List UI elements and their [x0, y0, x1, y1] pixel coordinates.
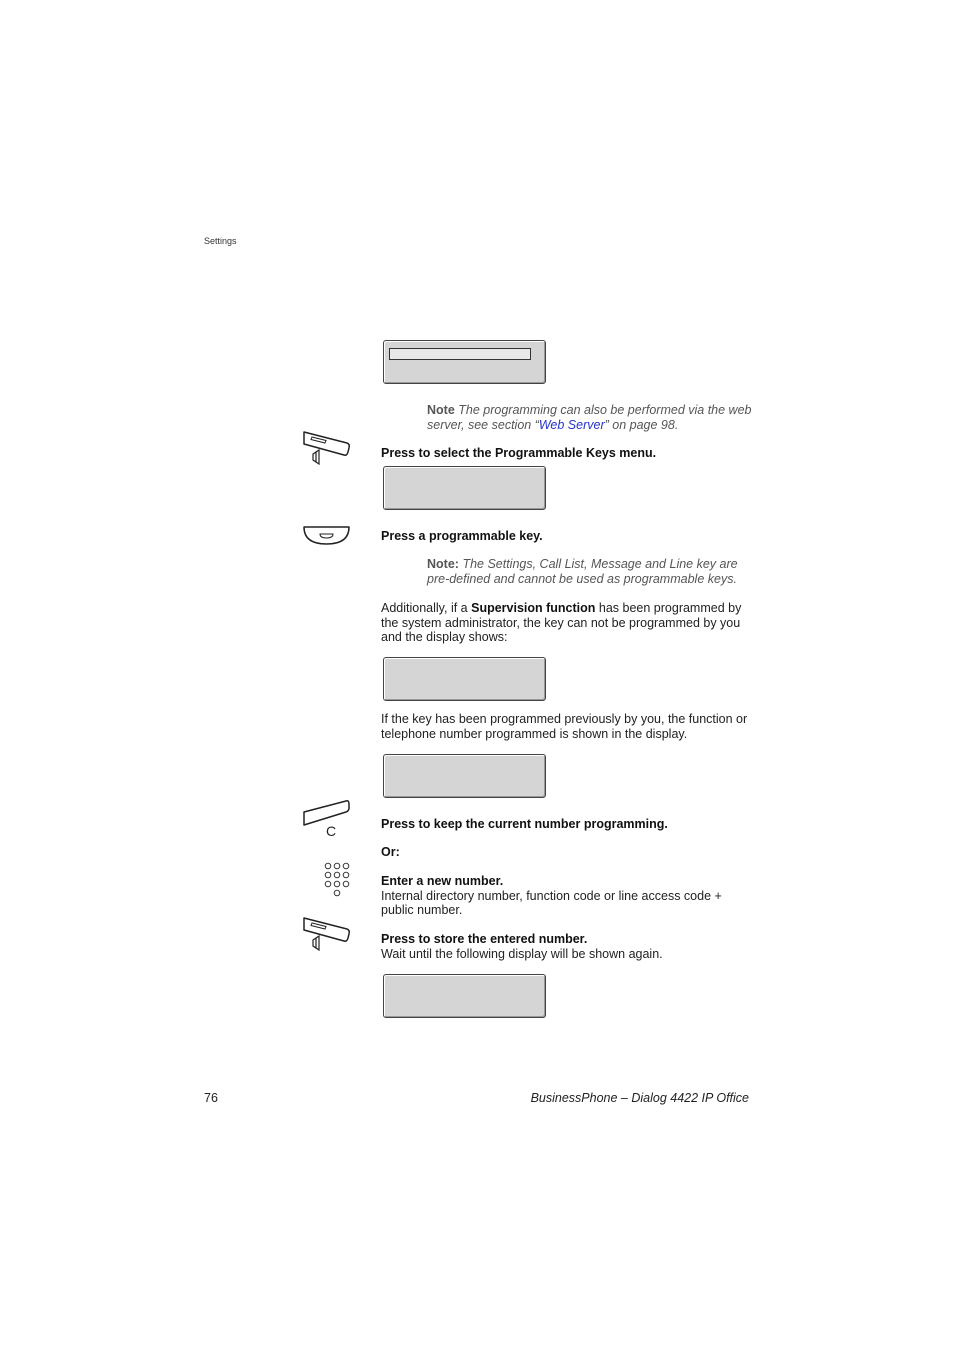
display-screen-2 — [383, 466, 546, 510]
step-store-detail: Wait until the following display will be shown again. — [381, 946, 663, 961]
softkey-speaker-icon — [300, 914, 352, 952]
step-keep-current-number: Press to keep the current number programming. — [381, 817, 668, 831]
note-label: Note: — [427, 557, 459, 571]
supervision-text-before: Additionally, if a — [381, 601, 472, 615]
keypad-icon — [324, 862, 352, 898]
programmable-key-icon — [302, 524, 352, 548]
display-screen-1 — [383, 340, 546, 384]
note-text-after: ” on page 98. — [604, 417, 679, 432]
supervision-paragraph — [381, 601, 749, 645]
step-store-entered-number — [381, 932, 751, 961]
document-title: BusinessPhone – Dialog 4422 IP Office — [530, 1091, 749, 1105]
note-web-server — [427, 403, 757, 432]
step-enter-new-number-detail: Internal directory number, function code or line access code + public number. — [381, 888, 722, 917]
previous-programming-paragraph: If the key has been programmed previously by you, the function or telephone number programmed is shown in the display. — [381, 712, 748, 741]
clear-key-label: C — [326, 823, 337, 839]
note-text-before: The programming can also be performed via the web server, see section “ — [427, 403, 752, 432]
step-store-title: Press to store the entered number. — [381, 932, 588, 946]
step-enter-new-number-title: Enter a new number. — [381, 874, 504, 888]
step-select-programmable-keys: Press to select the Programmable Keys menu. — [381, 446, 657, 460]
display-screen-3 — [383, 657, 546, 701]
softkey-speaker-icon — [300, 428, 352, 466]
step-press-programmable-key: Press a programmable key. — [381, 529, 543, 543]
or-label: Or: — [381, 845, 400, 859]
supervision-text-after: has been programmed by the system administrator, the key can not be programmed by you and the display shows: — [381, 601, 742, 644]
display-highlight-bar — [389, 348, 531, 360]
display-screen-5 — [383, 974, 546, 1018]
supervision-function-term: Supervision function — [471, 601, 596, 615]
page-number: 76 — [204, 1091, 218, 1105]
section-header: Settings — [204, 236, 237, 246]
note-label: Note — [427, 403, 455, 417]
note-predefined-keys — [427, 557, 757, 586]
display-screen-4 — [383, 754, 546, 798]
web-server-link[interactable]: Web Server — [538, 417, 605, 432]
note-text: The Settings, Call List, Message and Line key are pre-defined and cannot be used as programmable keys. — [427, 557, 738, 586]
step-enter-new-number — [381, 874, 751, 918]
